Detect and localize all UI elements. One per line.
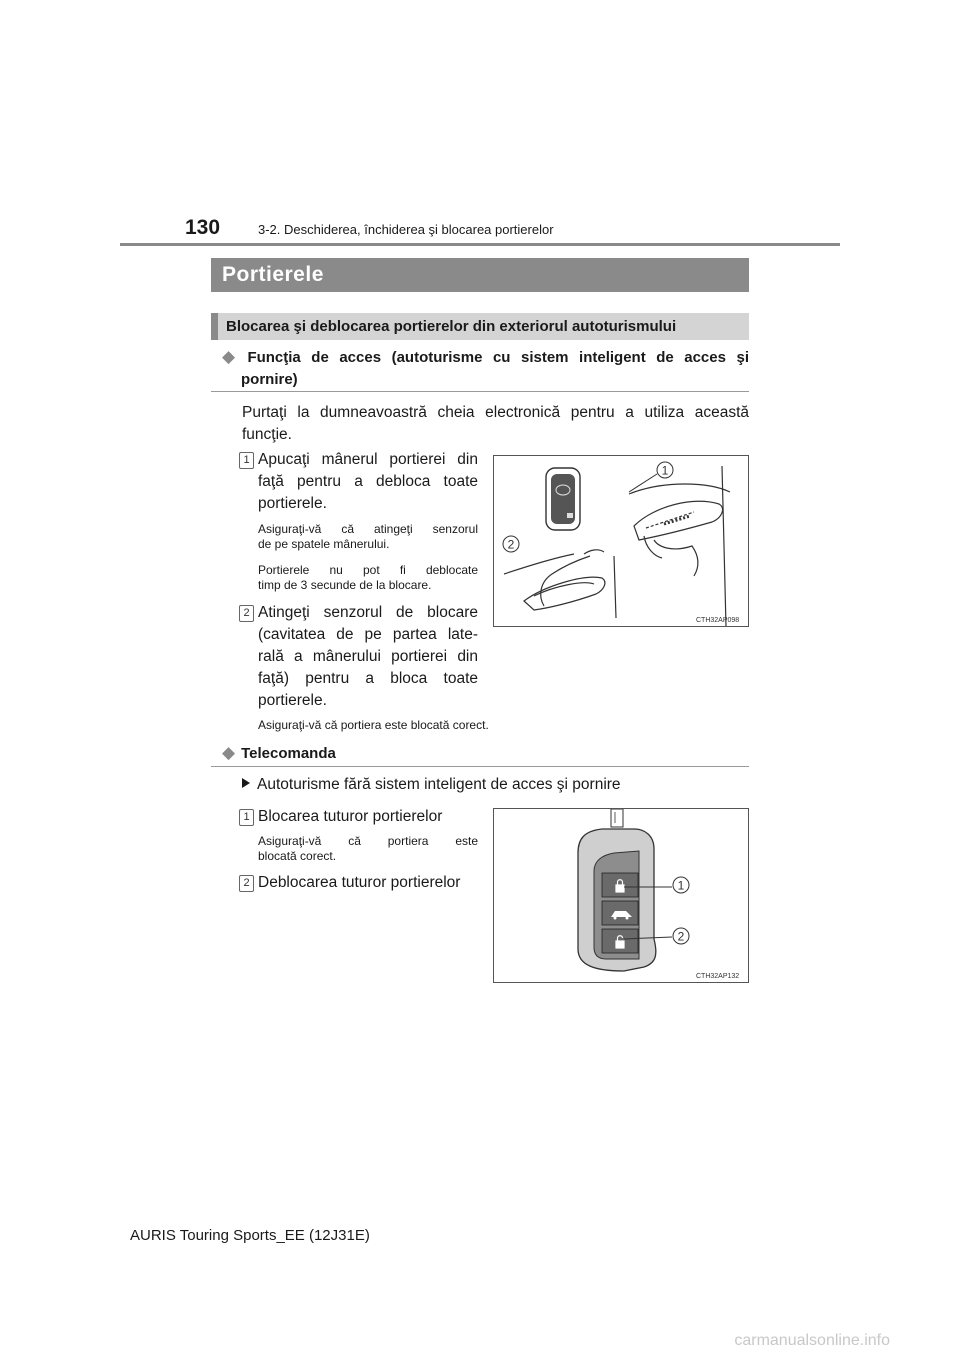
step2-line: rală a mânerului portierei din	[258, 648, 478, 665]
remote-subheading-text: Autoturisme fără sistem inteligent de acces şi pornire	[257, 776, 621, 793]
remote-step1-text: Blocarea tuturor portierelor	[258, 808, 443, 825]
footer-model: AURIS Touring Sports_EE (12J31E)	[130, 1227, 370, 1244]
smart-key-figure	[493, 455, 749, 627]
remote-subheading	[242, 774, 749, 796]
smart-key-illustration	[494, 456, 748, 626]
lock-sensor-illustration	[504, 550, 616, 618]
note-line: Portierele nu pot fi deblocate	[258, 563, 478, 577]
subheading-divider	[211, 391, 749, 392]
section-heading: Blocarea şi deblocarea portierelor din exteriorul autoturismului	[211, 313, 749, 340]
step-number-badge: 2	[239, 875, 254, 892]
remote-step1-note	[258, 834, 478, 864]
step-number-badge: 1	[239, 452, 254, 469]
diamond-icon: ◆	[222, 743, 236, 762]
step2-line: faţă) pentru a bloca toate	[258, 670, 478, 687]
breadcrumb: 3-2. Deschiderea, închiderea şi blocarea portierelor	[258, 222, 554, 237]
step-number-badge: 1	[239, 809, 254, 826]
step1-note1	[258, 522, 478, 552]
diamond-icon: ◆	[222, 347, 242, 366]
note-line: timp de 3 secunde de la blocare.	[258, 578, 432, 592]
note-line: blocată corect.	[258, 849, 337, 863]
figure-code: CTH32AP132	[696, 973, 740, 980]
figure-code: CTH32AP098	[696, 617, 740, 624]
page-number: 130	[185, 216, 221, 239]
callout-1-label: 1	[661, 463, 669, 478]
remote-heading	[222, 742, 749, 765]
step2-line: portierele.	[258, 692, 327, 709]
watermark: carmanualsonline.info	[734, 1332, 890, 1349]
remote-key-figure	[493, 808, 749, 983]
triangle-bullet-icon	[242, 778, 250, 788]
callout-2-label: 2	[677, 929, 685, 944]
header-divider	[120, 243, 840, 246]
step1-line: portierele.	[258, 495, 327, 512]
callout-2-label: 2	[507, 537, 515, 552]
smart-access-heading-line1: Funcţia de acces (autoturisme cu sistem inteligent de acces şi	[247, 349, 749, 366]
intro-line1: Purtaţi la dumneavoastră cheia electronică pentru a utiliza această	[242, 404, 749, 421]
smart-access-heading-line2: pornire)	[241, 371, 298, 388]
smart-access-heading	[222, 346, 749, 391]
step1-text	[258, 449, 478, 515]
step1-note2	[258, 563, 478, 593]
note-line: Asiguraţi-vă că portiera este	[258, 834, 478, 848]
remote-heading-text: Telecomanda	[241, 745, 336, 762]
remote-step2-text: Deblocarea tuturor portierelor	[258, 874, 461, 891]
step-number-badge: 2	[239, 605, 254, 622]
intro-line2: funcţie.	[242, 426, 292, 443]
step1-line: faţă pentru a debloca toate	[258, 473, 478, 490]
remote-key-illustration	[494, 809, 748, 982]
smart-key-fob	[546, 468, 580, 530]
grasp-handle-illustration	[629, 463, 730, 626]
step2-text	[258, 602, 478, 712]
note-line: de pe spatele mânerului.	[258, 537, 390, 551]
smart-access-intro	[242, 402, 749, 446]
page-title: Portierele	[211, 258, 749, 292]
step1-line: Apucaţi mânerul portierei din	[258, 451, 478, 468]
step2-line: (cavitatea de pe partea late-	[258, 626, 478, 643]
remote-key-fob	[578, 809, 656, 971]
callout-2	[503, 536, 519, 552]
note-line: Asiguraţi-vă că atingeţi senzorul	[258, 522, 478, 536]
step2-note: Asiguraţi-vă că portiera este blocată corect.	[258, 718, 489, 732]
step2-line: Atingeţi senzorul de blocare	[258, 604, 478, 621]
callout-1-label: 1	[677, 878, 685, 893]
subheading-divider	[211, 766, 749, 767]
